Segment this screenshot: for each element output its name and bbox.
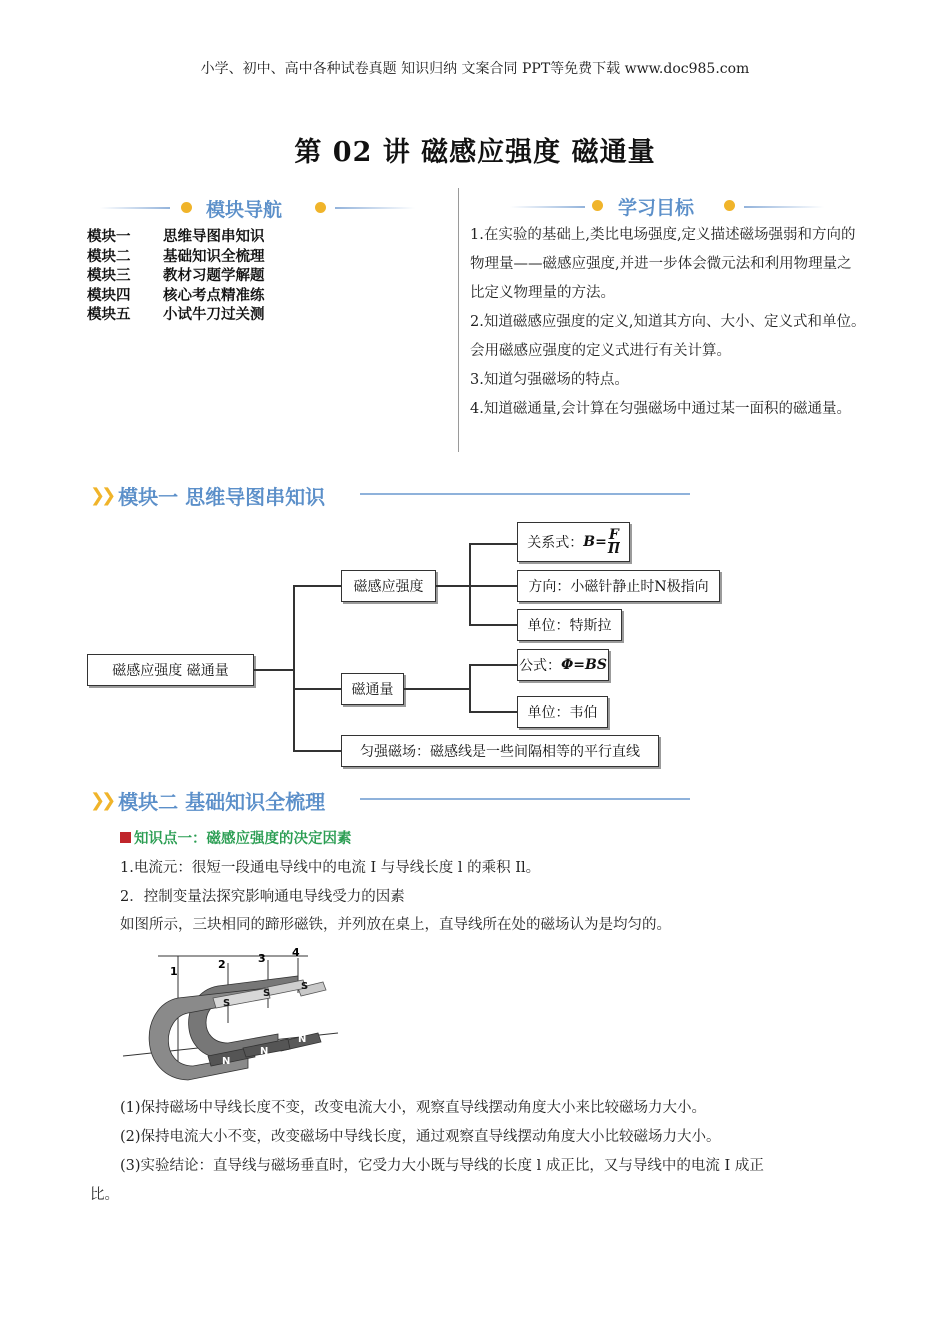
wire-label: 4: [292, 946, 300, 959]
nav-heading: 模块导航: [206, 199, 283, 221]
nav-heading-dot-right: [315, 202, 326, 213]
goal-item: 2.知道磁感应强度的定义,知道其方向、大小、定义式和单位。会用磁感应强度的定义式进行有关计算。: [470, 314, 866, 359]
nav-item[interactable]: 模块三 教材习题学解题: [87, 268, 265, 284]
goal-item: 1.在实验的基础上,类比电场强度,定义描述磁场强弱和方向的物理量——磁感应强度,并进一步体会微元法和利用物理量之比定义物理量的方法。: [470, 227, 856, 301]
nav-item[interactable]: 模块五 小试牛刀过关测: [87, 307, 265, 323]
pole-label-s: S: [301, 981, 309, 992]
nav-heading-line-left: [100, 207, 170, 209]
learning-goals: [470, 221, 866, 424]
mindmap-flux-unit: 单位：韦伯: [517, 696, 608, 728]
text-line: 比。: [90, 1187, 119, 1203]
wire-label: 2: [218, 958, 226, 971]
connector: [293, 585, 341, 587]
connector: [469, 664, 471, 712]
connector: [469, 585, 517, 587]
text-line: 2．控制变量法探究影响通电导线受力的因素: [120, 889, 405, 905]
text-line: 如图所示，三块相同的蹄形磁铁，并列放在桌上，直导线所在处的磁场认为是均匀的。: [120, 917, 671, 933]
goal-item: 4.知道磁通量,会计算在匀强磁场中通过某一面积的磁通量。: [470, 401, 851, 417]
connector: [293, 750, 341, 752]
nav-heading-dot-left: [181, 202, 192, 213]
connector: [469, 543, 517, 545]
text-line: (2)保持电流大小不变，改变磁场中导线长度，通过观察直导线摆动角度大小比较磁场力大小。: [120, 1129, 721, 1145]
connector: [436, 585, 470, 587]
connector: [293, 585, 295, 751]
vertical-divider: [458, 188, 459, 452]
mindmap-b-direction: 方向：小磁针静止时N极指向: [517, 570, 720, 602]
wire-label: 3: [258, 952, 266, 965]
section1-rule: [360, 493, 690, 495]
goal-item: 3.知道匀强磁场的特点。: [470, 372, 629, 388]
text-line: (1)保持磁场中导线长度不变，改变电流大小，观察直导线摆动角度大小来比较磁场力大小。: [120, 1100, 707, 1116]
knowledge-point-heading: 知识点一：磁感应强度的决定因素: [120, 827, 352, 848]
wire-label: 1: [170, 965, 178, 978]
goals-heading: 学习目标: [618, 197, 695, 219]
section2-heading: ❯❯ 模块二 基础知识全梳理: [90, 790, 326, 814]
horseshoe-magnets-figure: [118, 938, 348, 1088]
nav-item[interactable]: 模块二 基础知识全梳理: [87, 248, 265, 265]
mindmap-flux-formula: 公式： Φ=BS: [517, 649, 609, 681]
connector: [404, 688, 470, 690]
mindmap-node-b: 磁感应强度: [341, 570, 436, 602]
double-chevron-icon: ❯❯: [90, 485, 113, 506]
goals-heading-line-right: [744, 206, 824, 208]
goals-heading-dot-right: [724, 200, 735, 211]
mindmap-b-unit: 单位：特斯拉: [517, 609, 622, 641]
pole-label-s: S: [223, 998, 231, 1009]
connector: [293, 688, 341, 690]
nav-item[interactable]: 模块一 思维导图串知识: [87, 229, 265, 245]
goals-heading-line-left: [510, 206, 585, 208]
fraction: $\frac{F}{Il}$: [607, 526, 620, 557]
connector: [469, 664, 517, 666]
module-nav-list: [87, 228, 265, 326]
pole-label-n: N: [260, 1046, 269, 1057]
connector: [469, 711, 517, 713]
connector: [469, 624, 517, 626]
text-line: (3)实验结论：直导线与磁场垂直时，它受力大小既与导线的长度 l 成正比，又与导线中的电流 I 成正: [120, 1158, 764, 1174]
goals-heading-dot-left: [592, 200, 603, 211]
connector: [254, 669, 294, 671]
pole-label-n: N: [298, 1034, 307, 1045]
page-title: 第 02 讲 磁感应强度 磁通量: [294, 137, 656, 168]
pole-label-n: N: [222, 1056, 231, 1067]
text-line: 1.电流元：很短一段通电导线中的电流 I 与导线长度 l 的乘积 Il。: [120, 860, 541, 876]
mindmap-uniform-field: 匀强磁场：磁感线是一些间隔相等的平行直线: [341, 735, 659, 767]
nav-item[interactable]: 模块四 核心考点精准练: [87, 287, 265, 304]
mindmap-root: 磁感应强度 磁通量: [87, 654, 254, 686]
section1-heading: ❯❯ 模块一 思维导图串知识: [90, 485, 326, 509]
section2-rule: [360, 798, 690, 800]
red-square-icon: [120, 832, 131, 843]
connector: [469, 543, 471, 625]
nav-heading-line-right: [335, 207, 415, 209]
pole-label-s: S: [263, 988, 271, 999]
mindmap-b-formula: 关系式： B= $\frac{F}{Il}$: [517, 522, 630, 562]
header-note: 小学、初中、高中各种试卷真题 知识归纳 文案合同 PPT等免费下载 www.doc985.com: [200, 61, 750, 77]
double-chevron-icon: ❯❯: [90, 790, 113, 811]
mindmap-node-flux: 磁通量: [341, 673, 404, 705]
